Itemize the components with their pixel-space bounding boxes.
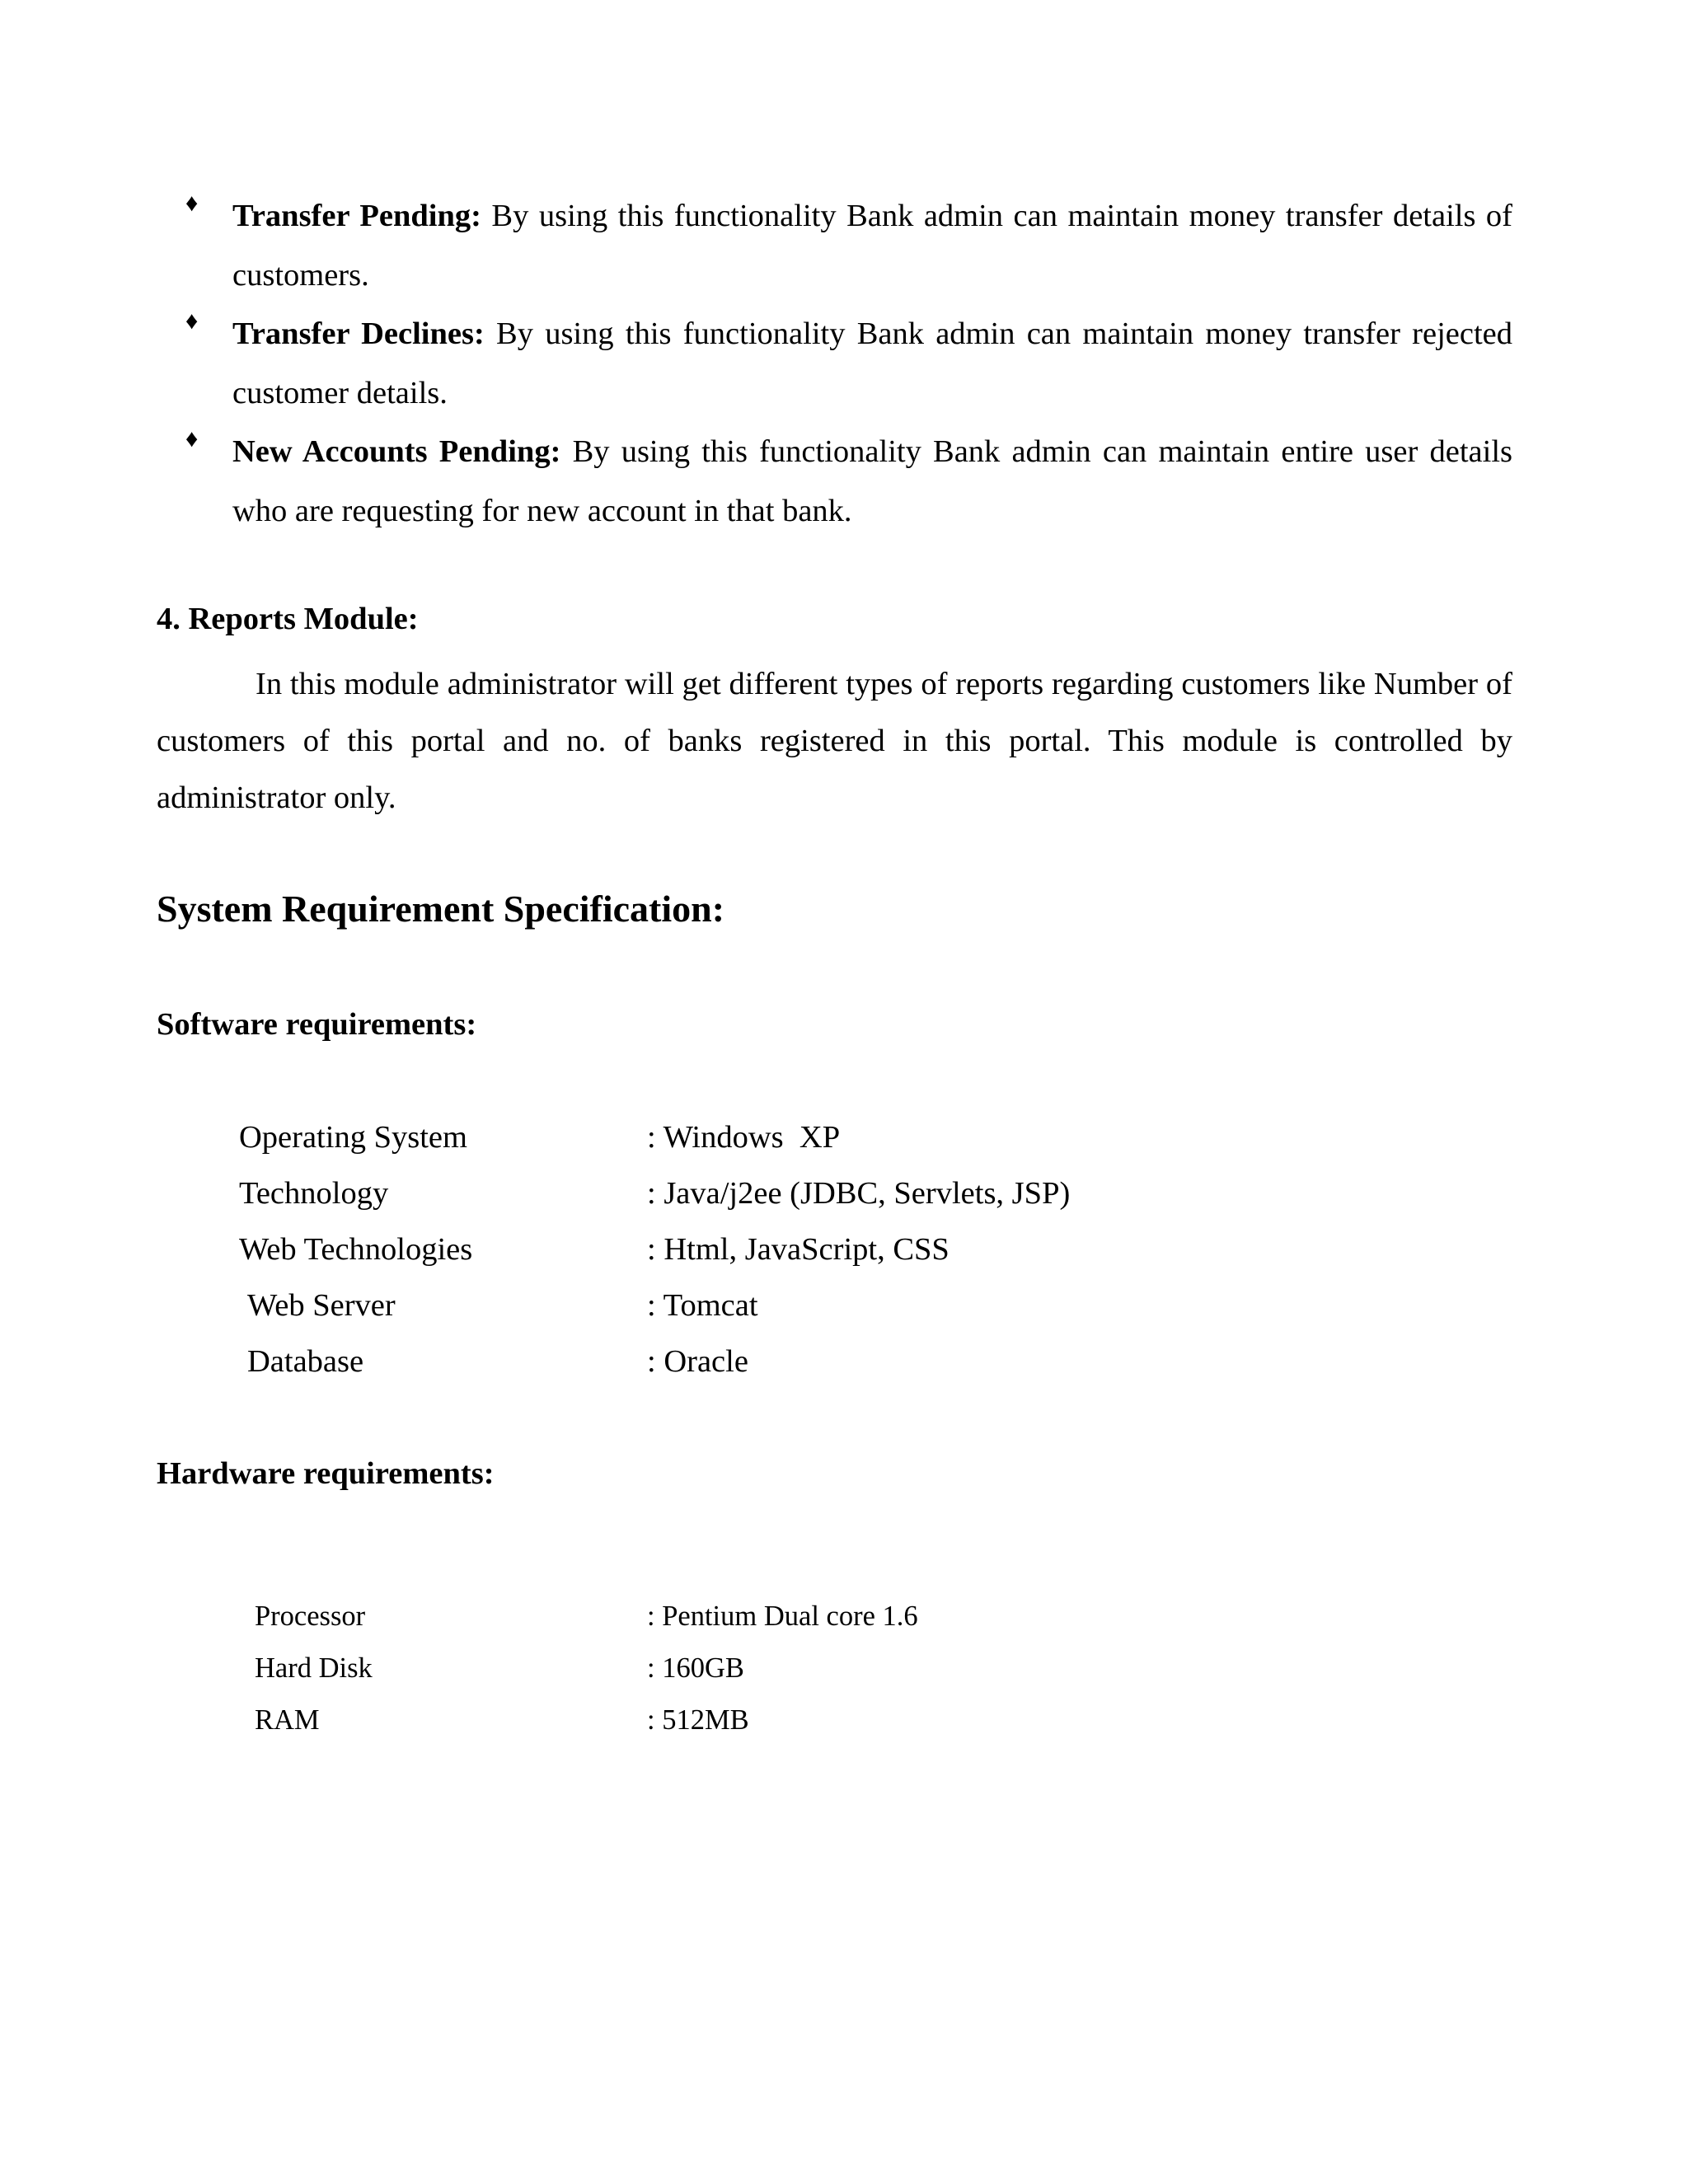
- list-item-description: By using this functionality Bank admin can maintain money transfer details of customers.: [232, 199, 1512, 293]
- requirement-label: Processor: [255, 1601, 366, 1632]
- list-item-text: [232, 422, 1512, 541]
- list-item-term: Transfer Declines:: [232, 316, 485, 351]
- requirement-label: Operating System: [239, 1120, 467, 1155]
- reports-module-heading: 4. Reports Module:: [157, 602, 419, 636]
- requirement-label: RAM: [255, 1704, 320, 1736]
- requirement-value: : Java/j2ee (JDBC, Servlets, JSP): [647, 1176, 1071, 1211]
- hardware-heading-text: Hardware requirements: [157, 1456, 484, 1491]
- requirement-value: : Pentium Dual core 1.6: [647, 1601, 918, 1632]
- requirement-value: : Html, JavaScript, CSS: [647, 1232, 950, 1267]
- reports-module-paragraph: In this module administrator will get different types of reports regarding customers like Number of customers of this portal and no. of banks registered in this portal. This module is controlled by administrator only.: [157, 667, 1512, 815]
- requirement-value: : 512MB: [647, 1704, 749, 1736]
- hardware-requirements-heading: [157, 1455, 495, 1493]
- list-item-term: Transfer Pending:: [232, 199, 481, 233]
- list-item-description: By using this functionality Bank admin can maintain money transfer rejected customer details.: [232, 316, 1512, 410]
- list-item-text: [232, 304, 1512, 423]
- requirement-value: : 160GB: [647, 1652, 744, 1684]
- list-item-text: [232, 186, 1512, 305]
- requirement-value: : Windows XP: [647, 1120, 841, 1155]
- diamond-bullet-icon: ♦: [185, 307, 199, 335]
- requirement-label: Web Technologies: [239, 1232, 473, 1267]
- requirement-label: Technology: [239, 1176, 389, 1211]
- list-item-term: New Accounts Pending:: [232, 434, 561, 469]
- requirement-label: Database: [247, 1344, 364, 1379]
- hardware-heading-colon: :: [483, 1456, 495, 1491]
- software-heading-text: Software requirements: [157, 1007, 467, 1042]
- software-heading-colon: :: [466, 1007, 477, 1042]
- diamond-bullet-icon: ♦: [185, 425, 199, 452]
- requirement-value: : Oracle: [647, 1344, 748, 1379]
- software-requirements-heading: [157, 1005, 476, 1043]
- diamond-bullet-icon: ♦: [185, 190, 199, 217]
- system-requirement-heading: System Requirement Specification:: [157, 888, 725, 930]
- requirement-label: Web Server: [247, 1288, 396, 1323]
- requirement-value: : Tomcat: [647, 1288, 758, 1323]
- requirement-label: Hard Disk: [255, 1652, 373, 1684]
- list-item-description: By using this functionality Bank admin can maintain entire user details who are requesting for new account in that bank.: [232, 434, 1512, 528]
